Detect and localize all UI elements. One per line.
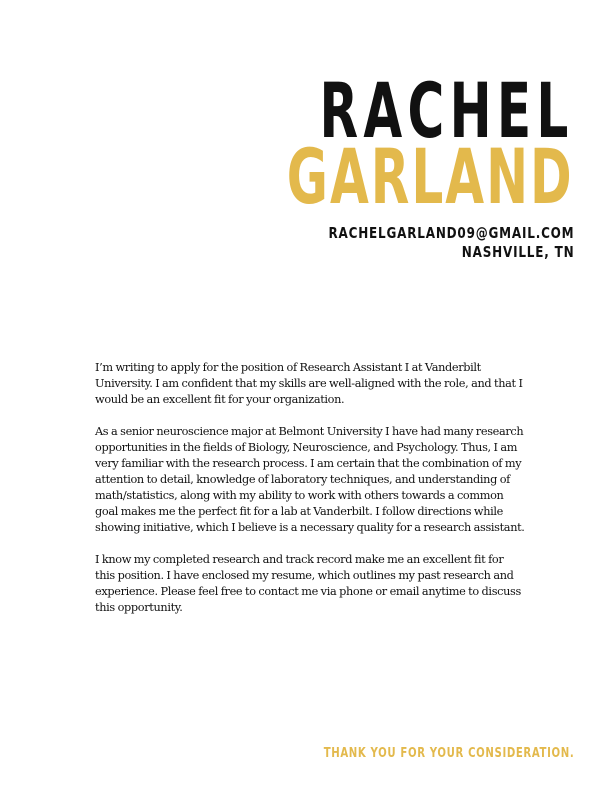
location: NASHVILLE, TN <box>461 243 574 261</box>
email: RACHELGARLAND09@GMAIL.COM <box>328 224 574 242</box>
closing-thanks: THANK YOU FOR YOUR CONSIDERATION. <box>323 746 574 761</box>
letter-body <box>95 360 525 632</box>
contact-info <box>267 224 574 262</box>
first-name: RACHEL <box>319 66 574 155</box>
paragraph-1: I’m writing to apply for the position of Research Assistant I at Vanderbilt University. I am confident that my skills are well-aligned with the role, and that I would be an excellent fit for your organization. <box>95 361 523 406</box>
paragraph-2: As a senior neuroscience major at Belmont University I have had many research opportunities in the fields of Biology, Neuroscience, and Psychology. Thus, I am very familiar with the research process. I am certain that the combination of my attention to detail, knowledge of laboratory techniques, and understanding of math/statistics, along with my ability to work with others towards a common goal makes me the perfect fit for a lab at Vanderbilt. I follow directions while showing initiative, which I believe is a necessary quality for a research assistant. <box>95 425 525 534</box>
paragraph-3: I know my completed research and track record make me an excellent fit for this position. I have enclosed my resume, which outlines my past research and experience. Please feel free to contact me via phone or email anytime to discuss this opportunity. <box>95 553 521 614</box>
name-header <box>139 66 574 221</box>
last-name: GARLAND <box>287 132 574 221</box>
